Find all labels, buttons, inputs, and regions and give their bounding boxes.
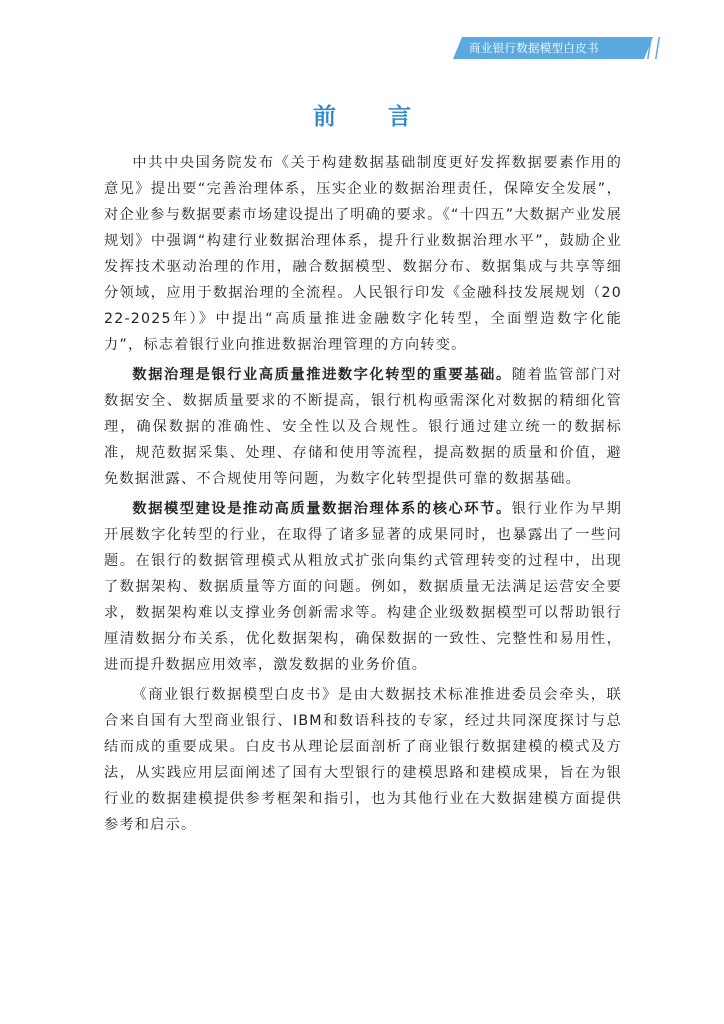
paragraph-text: 《商业银行数据模型白皮书》是由大数据技术标准推进委员会牵头，联合来自国有大型商业银行、IBM和数语科技的专家，经过共同深度探讨与总结而成的重要成果。白皮书从理论层面剖析了商业银行数据建模的模式及方法，从实践应用层面阐述了国有大型银行的建模思路和建模成果，旨在为银行业的数据建模提供参考框架和指引，也为其他行业在大数据建模方面提供参考和启示。 (104, 687, 622, 833)
header-banner (453, 37, 724, 59)
decorative-stripe (655, 37, 660, 59)
paragraph-text: 随着监管部门对数据安全、数据质量要求的不断提高，银行机构亟需深化对数据的精细化管理，确保数据的准确性、安全性以及合规性。银行通过建立统一的数据标准，规范数据采集、处理、存储和使用等流程，提高数据的质量和价值，避免数据泄露、不合规使用等问题，为数字化转型提供可靠的数据基础。 (104, 367, 622, 487)
document-title-label: 商业银行数据模型白皮书 (469, 41, 599, 55)
paragraph-text: 银行业作为早期开展数字化转型的行业，在取得了诸多显著的成果同时，也暴露出了一些问题。在银行的数据管理模式从粗放式扩张向集约式管理转变的过程中，出现了数据架构、数据质量等方面的问题。例如，数据质量无法满足运营安全要求，数据架构难以支撑业务创新需求等。构建企业级数据模型可以帮助银行厘清数据分布关系，优化数据架构，确保数据的一致性、完整性和易用性，进而提升数据应用效率，激发数据的业务价值。 (104, 501, 622, 673)
body-text (104, 150, 622, 842)
paragraph-lead: 数据模型建设是推动高质量数据治理体系的核心环节。 (132, 501, 512, 517)
paragraph-text: 中共中央国务院发布《关于构建数据基础制度更好发挥数据要素作用的意见》提出要“完善治理体系，压实企业的数据治理责任，保障安全发展”，对企业参与数据要素市场建设提出了明确的要求。《“十四五”大数据产业发展规划》中强调“构建行业数据治理体系，提升行业数据治理水平”，鼓励企业发挥技术驱动治理的作用，融合数据模型、数据分布、数据集成与共享等细分领域，应用于数据治理的全流程。人民银行印发《金融科技发展规划（2022-2025年）》中提出“高质量推进金融数字化转型，全面塑造数字化能力”，标志着银行业向推进数据治理管理的方向转变。 (104, 155, 622, 353)
paragraph-lead: 数据治理是银行业高质量推进数字化转型的重要基础。 (132, 367, 512, 383)
paragraph (104, 362, 622, 492)
page-title: 前 言 (312, 104, 433, 130)
paragraph (104, 150, 622, 358)
paragraph (104, 496, 622, 678)
paragraph (104, 682, 622, 838)
